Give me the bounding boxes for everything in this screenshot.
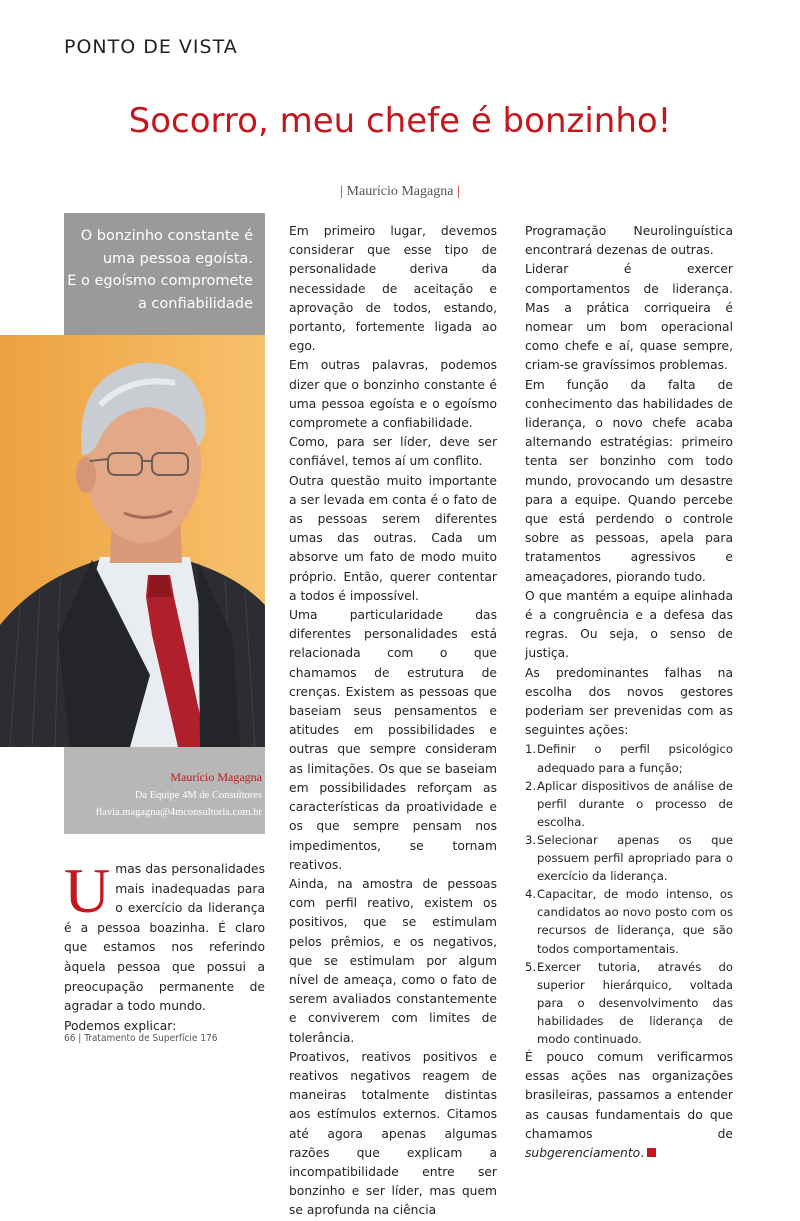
column-middle — [289, 222, 497, 1221]
pull-quote-line: uma pessoa egoísta. — [102, 250, 253, 267]
intro-text: mas das personalidades mais inadequadas para o exercício da liderança é a pessoa boazinha. É claro que estamos nos referindo àquela pessoa que possui a preocupação permanente de agradar a todo mundo. — [64, 862, 265, 1014]
list-text: Aplicar dispositivos de análise de perfil durante o processo de escolha. — [537, 778, 733, 829]
list-item — [525, 777, 733, 831]
list-number: 5. — [525, 959, 537, 974]
list-text: Selecionar apenas os que possuem perfil apropriado para o exercício da liderança. — [537, 832, 733, 884]
paragraph: Como, para ser líder, deve ser confiável, temos aí um conflito. — [289, 435, 497, 469]
column-right — [525, 222, 733, 1163]
paragraph: Programação Neurolinguística encontrará dezenas de outras. — [525, 224, 733, 258]
closing-tail: . — [640, 1146, 645, 1161]
pull-quote-line: E o egoísmo compromete — [67, 273, 253, 289]
section-label: PONTO DE VISTA — [64, 36, 238, 58]
paragraph: Em primeiro lugar, devemos considerar que esse tipo de personalidade deriva da necessidade de aceitação e aprovação de todos, estando, portanto, fortemente ligada ao ego. — [289, 224, 497, 354]
list-item — [525, 885, 733, 957]
paragraph: Em função da falta de conhecimento das habilidades de liderança, o novo chefe acaba alternando estratégias: primeiro tenta ser bonzinho com todo mundo, provocando um desastre para a equipe. Quando percebe que está perdendo o controle sobre as pessoas, apela para tratamentos agressivos e ameaçadores, piorando tudo. — [525, 377, 733, 584]
caption-name: Maurício Magagna — [170, 770, 262, 784]
photo-caption — [64, 747, 265, 834]
pull-quote-line: O bonzinho constante é — [80, 228, 253, 244]
end-of-article-mark — [647, 1148, 656, 1157]
list-item — [525, 740, 733, 776]
paragraph: Em outras palavras, podemos dizer que o bonzinho constante é uma pessoa egoísta e o egoísmo compromete a confiabilidade. — [289, 358, 497, 431]
author-photo — [0, 335, 265, 747]
paragraph: Proativos, reativos positivos e reativos negativos reagem de maneiras totalmente distintas aos estímulos externos. Citamos até agora apenas algumas razões que explicam a incompatibilidade entre ser bonzinho e ser líder, mas quem se aprofunda na ciência — [289, 1049, 497, 1218]
paragraph: Ainda, na amostra de pessoas com perfil reativo, existem os positivos, que se estimulam pelos prêmios, e os negativos, que se estimulam por algum nível de ameaça, como o fato de serem avaliados constantemente e conviverem com limites de tolerância. — [289, 876, 497, 1045]
page-footer: 66 | Tratamento de Superfície 176 — [64, 1033, 218, 1044]
caption-org: Da Equipe 4M de Consultores — [134, 790, 262, 801]
intro-last-line: Podemos explicar: — [64, 1018, 177, 1033]
drop-cap: U — [64, 855, 111, 926]
action-list — [525, 740, 733, 1048]
article-headline: Socorro, meu chefe é bonzinho! — [128, 101, 672, 141]
paragraph: Uma particularidade das diferentes personalidades está relacionada com o que chamamos de estrutura de crenças. Existem as pessoas que baseiam seus pensamentos e atitudes em possibilidades e outras que sempre consideram as limitações. Os que se baseiam em possibilidades reforçam as características da proatividade e os que sempre pensam nos impedimentos, se tornam reativos. — [289, 608, 497, 872]
list-number: 4. — [525, 887, 537, 902]
byline-separator: | — [340, 184, 344, 199]
list-text: Definir o perfil psicológico adequado para a função; — [537, 742, 733, 775]
byline-author: Maurício Magagna — [346, 184, 454, 199]
byline-separator: | — [456, 184, 460, 199]
closing-text: É pouco comum verificarmos essas ações nas organizações brasileiras, passamos a entender as causas fundamentais do que chamamos de — [525, 1050, 733, 1141]
list-item — [525, 831, 733, 885]
list-item — [525, 958, 733, 1048]
list-number: 3. — [525, 832, 537, 847]
list-number: 2. — [525, 778, 537, 793]
list-number: 1. — [525, 742, 537, 757]
pull-quote-line: a confiabilidade — [137, 295, 253, 312]
closing-paragraph — [525, 1048, 733, 1163]
paragraph: O que mantém a equipe alinhada é a congruência e a defesa das regras. Ou seja, o senso de justiça. — [525, 588, 733, 661]
paragraph: As predominantes falhas na escolha dos novos gestores poderiam ser prevenidas com as seguintes ações: — [525, 665, 733, 738]
list-text: Capacitar, de modo intenso, os candidatos ao novo posto com os recursos de liderança, que são todos comportamentais. — [537, 887, 733, 956]
pull-quote-box — [64, 213, 265, 335]
paragraph: Liderar é exercer comportamentos de liderança. Mas a prática corriqueira é nomear um bom operacional como chefe e aí, quase sempre, criam-se gravíssimos problemas. — [525, 262, 733, 373]
list-text: Exercer tutoria, através do superior hierárquico, voltada para o desenvolvimento das habilidades de liderança de modo continuado. — [537, 959, 733, 1046]
paragraph: Outra questão muito importante a ser levada em conta é o fato de as pessoas serem diferentes umas das outras. Cada um absorve um fato de modo muito próprio. Então, querer contentar a todos é impossível. — [289, 473, 497, 603]
byline — [0, 184, 800, 200]
caption-email: flavia.magagna@4mconsultoria.com.br — [95, 807, 262, 818]
intro-paragraph — [64, 855, 265, 1036]
closing-emphasis: subgerenciamento — [525, 1146, 641, 1161]
